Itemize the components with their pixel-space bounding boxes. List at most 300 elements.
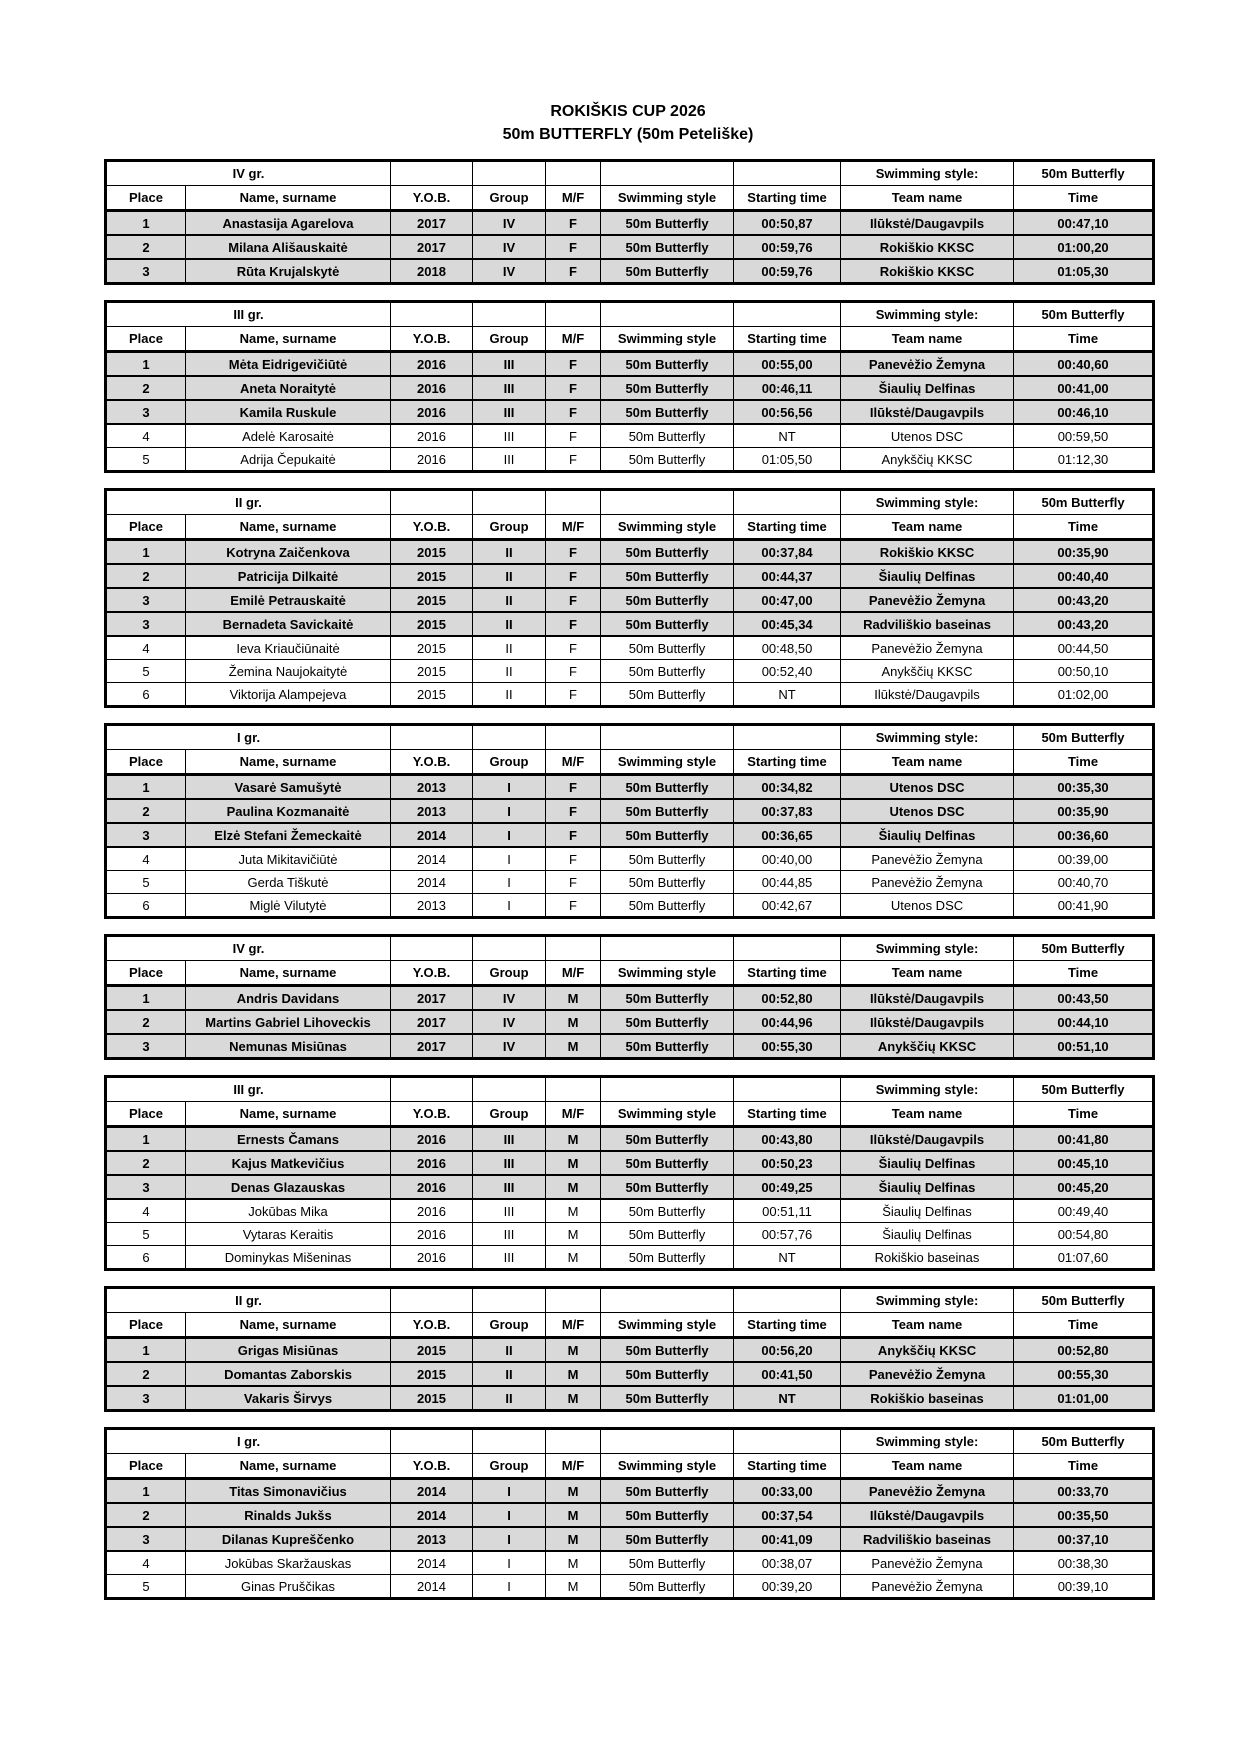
place-cell: 5: [106, 660, 186, 683]
column-header-time-cell: Time: [1014, 186, 1154, 211]
empty-cell: [473, 490, 546, 515]
yob-cell: 2014: [391, 847, 473, 871]
empty-cell: [546, 490, 601, 515]
empty-cell: [391, 1429, 473, 1454]
empty-cell: [473, 1429, 546, 1454]
swimming-style-cell: 50m Butterfly: [601, 1338, 734, 1363]
results-table-7: [104, 1286, 1155, 1412]
team-cell: Šiaulių Delfinas: [841, 564, 1014, 588]
place-cell: 5: [106, 871, 186, 894]
time-cell: 00:54,80: [1014, 1223, 1154, 1246]
group-cell: III: [473, 1127, 546, 1152]
swimming-style-value: 50m Butterfly: [1014, 1077, 1154, 1102]
result-row: [106, 1127, 1154, 1152]
column-header-place-cell: Place: [106, 750, 186, 775]
yob-cell: 2015: [391, 540, 473, 565]
column-header-row: [106, 515, 1154, 540]
result-row: [106, 352, 1154, 377]
place-cell: 2: [106, 1151, 186, 1175]
result-row: [106, 894, 1154, 918]
starting-time-cell: 00:59,76: [734, 259, 841, 284]
result-row: [106, 871, 1154, 894]
group-cell: II: [473, 1386, 546, 1411]
column-header-row: [106, 1454, 1154, 1479]
name-cell: Nemunas Misiūnas: [186, 1034, 391, 1059]
yob-cell: 2016: [391, 400, 473, 424]
result-row: [106, 1151, 1154, 1175]
place-cell: 1: [106, 540, 186, 565]
yob-cell: 2015: [391, 588, 473, 612]
column-header-yob-cell: Y.O.B.: [391, 1454, 473, 1479]
group-cell: II: [473, 660, 546, 683]
group-cell: III: [473, 376, 546, 400]
time-cell: 00:44,50: [1014, 636, 1154, 660]
time-cell: 00:35,30: [1014, 775, 1154, 800]
time-cell: 00:40,60: [1014, 352, 1154, 377]
yob-cell: 2016: [391, 1175, 473, 1199]
swimming-style-cell: 50m Butterfly: [601, 1362, 734, 1386]
mf-cell: F: [546, 448, 601, 472]
column-header-place-cell: Place: [106, 186, 186, 211]
time-cell: 00:38,30: [1014, 1551, 1154, 1575]
swimming-style-value: 50m Butterfly: [1014, 302, 1154, 327]
column-header-starting-time-cell: Starting time: [734, 1313, 841, 1338]
team-cell: Šiaulių Delfinas: [841, 1223, 1014, 1246]
swimming-style-value: 50m Butterfly: [1014, 725, 1154, 750]
team-cell: Anykščių KKSC: [841, 1034, 1014, 1059]
column-header-group-cell: Group: [473, 186, 546, 211]
place-cell: 1: [106, 211, 186, 236]
group-cell: I: [473, 1479, 546, 1504]
column-header-mf-cell: M/F: [546, 1454, 601, 1479]
swimming-style-cell: 50m Butterfly: [601, 211, 734, 236]
result-row: [106, 683, 1154, 707]
column-header-group-cell: Group: [473, 750, 546, 775]
starting-time-cell: 00:56,56: [734, 400, 841, 424]
time-cell: 00:43,20: [1014, 588, 1154, 612]
swimming-style-cell: 50m Butterfly: [601, 400, 734, 424]
place-cell: 1: [106, 352, 186, 377]
group-cell: II: [473, 1338, 546, 1363]
mf-cell: F: [546, 376, 601, 400]
group-cell: II: [473, 588, 546, 612]
team-cell: Panevėžio Žemyna: [841, 871, 1014, 894]
place-cell: 1: [106, 1338, 186, 1363]
name-cell: Anastasija Agarelova: [186, 211, 391, 236]
group-cell: III: [473, 424, 546, 448]
column-header-place-cell: Place: [106, 1313, 186, 1338]
swimming-style-cell: 50m Butterfly: [601, 1175, 734, 1199]
team-cell: Utenos DSC: [841, 799, 1014, 823]
group-cell: I: [473, 823, 546, 847]
name-cell: Vakaris Širvys: [186, 1386, 391, 1411]
name-cell: Grigas Misiūnas: [186, 1338, 391, 1363]
swimming-style-value: 50m Butterfly: [1014, 161, 1154, 186]
column-header-time-cell: Time: [1014, 961, 1154, 986]
swimming-style-cell: 50m Butterfly: [601, 660, 734, 683]
time-cell: 00:40,40: [1014, 564, 1154, 588]
empty-cell: [473, 725, 546, 750]
empty-cell: [601, 1288, 734, 1313]
starting-time-cell: 00:56,20: [734, 1338, 841, 1363]
swimming-style-cell: 50m Butterfly: [601, 847, 734, 871]
time-cell: 00:55,30: [1014, 1362, 1154, 1386]
yob-cell: 2016: [391, 1246, 473, 1270]
name-cell: Andris Davidans: [186, 986, 391, 1011]
team-cell: Anykščių KKSC: [841, 448, 1014, 472]
team-cell: Rokiškio baseinas: [841, 1386, 1014, 1411]
empty-cell: [546, 1429, 601, 1454]
team-cell: Utenos DSC: [841, 424, 1014, 448]
mf-cell: F: [546, 235, 601, 259]
swimming-style-label: Swimming style:: [841, 302, 1014, 327]
column-header-mf-cell: M/F: [546, 515, 601, 540]
yob-cell: 2014: [391, 1575, 473, 1599]
team-cell: Rokiškio KKSC: [841, 259, 1014, 284]
group-cell: I: [473, 799, 546, 823]
empty-cell: [601, 302, 734, 327]
empty-cell: [546, 302, 601, 327]
column-header-team-cell: Team name: [841, 1313, 1014, 1338]
starting-time-cell: NT: [734, 1386, 841, 1411]
name-cell: Mėta Eidrigevičiūtė: [186, 352, 391, 377]
group-cell: II: [473, 612, 546, 636]
place-cell: 3: [106, 1034, 186, 1059]
column-header-mf-cell: M/F: [546, 750, 601, 775]
place-cell: 6: [106, 683, 186, 707]
column-header-time-cell: Time: [1014, 1102, 1154, 1127]
name-cell: Jokūbas Mika: [186, 1199, 391, 1223]
result-row: [106, 1034, 1154, 1059]
column-header-starting-time-cell: Starting time: [734, 1454, 841, 1479]
column-header-team-cell: Team name: [841, 961, 1014, 986]
column-header-team-cell: Team name: [841, 1102, 1014, 1127]
name-cell: Kajus Matkevičius: [186, 1151, 391, 1175]
column-header-name-cell: Name, surname: [186, 186, 391, 211]
swimming-style-cell: 50m Butterfly: [601, 424, 734, 448]
time-cell: 00:35,50: [1014, 1503, 1154, 1527]
yob-cell: 2013: [391, 894, 473, 918]
place-cell: 1: [106, 775, 186, 800]
yob-cell: 2017: [391, 1010, 473, 1034]
results-table-5: [104, 934, 1155, 1060]
result-row: [106, 1479, 1154, 1504]
name-cell: Kamila Ruskule: [186, 400, 391, 424]
empty-cell: [734, 1077, 841, 1102]
place-cell: 2: [106, 799, 186, 823]
column-header-place-cell: Place: [106, 961, 186, 986]
column-header-time-cell: Time: [1014, 327, 1154, 352]
group-cell: III: [473, 1151, 546, 1175]
column-header-yob-cell: Y.O.B.: [391, 1102, 473, 1127]
team-cell: Panevėžio Žemyna: [841, 588, 1014, 612]
column-header-yob-cell: Y.O.B.: [391, 515, 473, 540]
place-cell: 4: [106, 1199, 186, 1223]
swimming-style-cell: 50m Butterfly: [601, 376, 734, 400]
empty-cell: [546, 1077, 601, 1102]
mf-cell: M: [546, 1010, 601, 1034]
column-header-name-cell: Name, surname: [186, 1102, 391, 1127]
time-cell: 00:59,50: [1014, 424, 1154, 448]
yob-cell: 2016: [391, 448, 473, 472]
group-label: III gr.: [106, 302, 391, 327]
swimming-style-label: Swimming style:: [841, 725, 1014, 750]
place-cell: 2: [106, 235, 186, 259]
mf-cell: F: [546, 352, 601, 377]
name-cell: Vytaras Keraitis: [186, 1223, 391, 1246]
column-header-row: [106, 327, 1154, 352]
swimming-style-cell: 50m Butterfly: [601, 871, 734, 894]
name-cell: Gerda Tiškutė: [186, 871, 391, 894]
swimming-style-cell: 50m Butterfly: [601, 235, 734, 259]
result-row: [106, 424, 1154, 448]
name-cell: Aneta Noraitytė: [186, 376, 391, 400]
team-cell: Ilūkstė/Daugavpils: [841, 1127, 1014, 1152]
column-header-row: [106, 961, 1154, 986]
empty-cell: [734, 1288, 841, 1313]
time-cell: 00:37,10: [1014, 1527, 1154, 1551]
team-cell: Šiaulių Delfinas: [841, 376, 1014, 400]
mf-cell: F: [546, 612, 601, 636]
group-cell: IV: [473, 235, 546, 259]
result-row: [106, 1575, 1154, 1599]
group-cell: III: [473, 1175, 546, 1199]
column-header-group-cell: Group: [473, 1313, 546, 1338]
starting-time-cell: 00:50,23: [734, 1151, 841, 1175]
column-header-time-cell: Time: [1014, 1313, 1154, 1338]
yob-cell: 2016: [391, 1223, 473, 1246]
group-header-row: [106, 1077, 1154, 1102]
group-cell: III: [473, 1199, 546, 1223]
name-cell: Milana Ališauskaitė: [186, 235, 391, 259]
column-header-yob-cell: Y.O.B.: [391, 327, 473, 352]
group-header-row: [106, 161, 1154, 186]
team-cell: Rokiškio KKSC: [841, 540, 1014, 565]
swimming-style-cell: 50m Butterfly: [601, 1034, 734, 1059]
mf-cell: M: [546, 1551, 601, 1575]
name-cell: Kotryna Zaičenkova: [186, 540, 391, 565]
starting-time-cell: 00:43,80: [734, 1127, 841, 1152]
group-cell: I: [473, 871, 546, 894]
time-cell: 00:36,60: [1014, 823, 1154, 847]
mf-cell: F: [546, 259, 601, 284]
starting-time-cell: 00:52,40: [734, 660, 841, 683]
starting-time-cell: 00:34,82: [734, 775, 841, 800]
team-cell: Radviliškio baseinas: [841, 1527, 1014, 1551]
swimming-style-cell: 50m Butterfly: [601, 448, 734, 472]
result-row: [106, 1551, 1154, 1575]
yob-cell: 2014: [391, 1479, 473, 1504]
result-row: [106, 211, 1154, 236]
yob-cell: 2015: [391, 1362, 473, 1386]
place-cell: 3: [106, 259, 186, 284]
time-cell: 00:45,20: [1014, 1175, 1154, 1199]
time-cell: 00:33,70: [1014, 1479, 1154, 1504]
place-cell: 6: [106, 894, 186, 918]
yob-cell: 2017: [391, 1034, 473, 1059]
mf-cell: M: [546, 1127, 601, 1152]
swimming-style-value: 50m Butterfly: [1014, 936, 1154, 961]
place-cell: 2: [106, 1362, 186, 1386]
starting-time-cell: 00:50,87: [734, 211, 841, 236]
team-cell: Utenos DSC: [841, 775, 1014, 800]
swimming-style-cell: 50m Butterfly: [601, 1503, 734, 1527]
starting-time-cell: 00:37,84: [734, 540, 841, 565]
team-cell: Anykščių KKSC: [841, 1338, 1014, 1363]
empty-cell: [734, 302, 841, 327]
name-cell: Titas Simonavičius: [186, 1479, 391, 1504]
starting-time-cell: 00:44,96: [734, 1010, 841, 1034]
swimming-style-label: Swimming style:: [841, 1077, 1014, 1102]
competition-title: ROKIŠKIS CUP 2026: [550, 103, 706, 120]
name-cell: Vasarė Samušytė: [186, 775, 391, 800]
column-header-swimming-style-cell: Swimming style: [601, 327, 734, 352]
starting-time-cell: 00:55,30: [734, 1034, 841, 1059]
results-tables: [0, 159, 1241, 1600]
name-cell: Patricija Dilkaitė: [186, 564, 391, 588]
swimming-style-cell: 50m Butterfly: [601, 352, 734, 377]
yob-cell: 2016: [391, 424, 473, 448]
mf-cell: F: [546, 683, 601, 707]
column-header-mf-cell: M/F: [546, 1102, 601, 1127]
place-cell: 3: [106, 823, 186, 847]
result-row: [106, 540, 1154, 565]
name-cell: Ernests Čamans: [186, 1127, 391, 1152]
column-header-name-cell: Name, surname: [186, 961, 391, 986]
result-row: [106, 588, 1154, 612]
column-header-team-cell: Team name: [841, 1454, 1014, 1479]
group-cell: IV: [473, 259, 546, 284]
mf-cell: M: [546, 1338, 601, 1363]
column-header-group-cell: Group: [473, 1454, 546, 1479]
group-label: II gr.: [106, 490, 391, 515]
time-cell: 00:41,80: [1014, 1127, 1154, 1152]
yob-cell: 2017: [391, 986, 473, 1011]
column-header-row: [106, 1313, 1154, 1338]
swimming-style-cell: 50m Butterfly: [601, 823, 734, 847]
empty-cell: [391, 161, 473, 186]
result-row: [106, 448, 1154, 472]
starting-time-cell: 00:38,07: [734, 1551, 841, 1575]
time-cell: 00:51,10: [1014, 1034, 1154, 1059]
column-header-yob-cell: Y.O.B.: [391, 750, 473, 775]
swimming-style-cell: 50m Butterfly: [601, 1386, 734, 1411]
result-row: [106, 1503, 1154, 1527]
group-header-row: [106, 1429, 1154, 1454]
group-cell: II: [473, 564, 546, 588]
yob-cell: 2013: [391, 1527, 473, 1551]
name-cell: Adrija Čepukaitė: [186, 448, 391, 472]
result-row: [106, 847, 1154, 871]
mf-cell: M: [546, 1362, 601, 1386]
mf-cell: M: [546, 1386, 601, 1411]
time-cell: 00:41,90: [1014, 894, 1154, 918]
group-cell: I: [473, 1551, 546, 1575]
empty-cell: [734, 161, 841, 186]
group-cell: III: [473, 1246, 546, 1270]
group-label: II gr.: [106, 1288, 391, 1313]
mf-cell: F: [546, 424, 601, 448]
column-header-mf-cell: M/F: [546, 186, 601, 211]
results-table-6: [104, 1075, 1155, 1271]
group-cell: III: [473, 400, 546, 424]
name-cell: Jokūbas Skaržauskas: [186, 1551, 391, 1575]
starting-time-cell: 00:47,00: [734, 588, 841, 612]
column-header-group-cell: Group: [473, 961, 546, 986]
name-cell: Rūta Krujalskytė: [186, 259, 391, 284]
place-cell: 3: [106, 1527, 186, 1551]
place-cell: 6: [106, 1246, 186, 1270]
name-cell: Ginas Pruščikas: [186, 1575, 391, 1599]
swimming-style-cell: 50m Butterfly: [601, 1127, 734, 1152]
swimming-style-cell: 50m Butterfly: [601, 1010, 734, 1034]
swimming-style-cell: 50m Butterfly: [601, 683, 734, 707]
column-header-swimming-style-cell: Swimming style: [601, 1313, 734, 1338]
column-header-swimming-style-cell: Swimming style: [601, 186, 734, 211]
empty-cell: [391, 1077, 473, 1102]
result-row: [106, 660, 1154, 683]
empty-cell: [473, 161, 546, 186]
place-cell: 1: [106, 986, 186, 1011]
group-label: IV gr.: [106, 161, 391, 186]
starting-time-cell: 00:37,54: [734, 1503, 841, 1527]
group-cell: IV: [473, 1034, 546, 1059]
column-header-group-cell: Group: [473, 515, 546, 540]
starting-time-cell: NT: [734, 424, 841, 448]
place-cell: 3: [106, 1386, 186, 1411]
column-header-swimming-style-cell: Swimming style: [601, 1102, 734, 1127]
yob-cell: 2014: [391, 1551, 473, 1575]
mf-cell: F: [546, 775, 601, 800]
results-table-4: [104, 723, 1155, 919]
column-header-yob-cell: Y.O.B.: [391, 1313, 473, 1338]
empty-cell: [546, 936, 601, 961]
team-cell: Šiaulių Delfinas: [841, 1199, 1014, 1223]
name-cell: Miglė Vilutytė: [186, 894, 391, 918]
result-row: [106, 400, 1154, 424]
name-cell: Dilanas Kupreščenko: [186, 1527, 391, 1551]
starting-time-cell: 01:05,50: [734, 448, 841, 472]
empty-cell: [734, 725, 841, 750]
result-row: [106, 235, 1154, 259]
column-header-place-cell: Place: [106, 327, 186, 352]
results-table-2: [104, 300, 1155, 473]
yob-cell: 2017: [391, 235, 473, 259]
yob-cell: 2016: [391, 1151, 473, 1175]
team-cell: Panevėžio Žemyna: [841, 847, 1014, 871]
column-header-group-cell: Group: [473, 1102, 546, 1127]
group-label: III gr.: [106, 1077, 391, 1102]
column-header-place-cell: Place: [106, 1102, 186, 1127]
swimming-style-label: Swimming style:: [841, 1429, 1014, 1454]
team-cell: Rokiškio KKSC: [841, 235, 1014, 259]
mf-cell: F: [546, 564, 601, 588]
place-cell: 3: [106, 612, 186, 636]
time-cell: 00:49,40: [1014, 1199, 1154, 1223]
group-cell: I: [473, 775, 546, 800]
swimming-style-value: 50m Butterfly: [1014, 1429, 1154, 1454]
column-header-group-cell: Group: [473, 327, 546, 352]
mf-cell: M: [546, 1575, 601, 1599]
mf-cell: F: [546, 823, 601, 847]
empty-cell: [391, 936, 473, 961]
mf-cell: M: [546, 1034, 601, 1059]
group-cell: II: [473, 540, 546, 565]
empty-cell: [473, 936, 546, 961]
place-cell: 5: [106, 1223, 186, 1246]
name-cell: Juta Mikitavičiūtė: [186, 847, 391, 871]
results-table-1: [104, 159, 1155, 285]
